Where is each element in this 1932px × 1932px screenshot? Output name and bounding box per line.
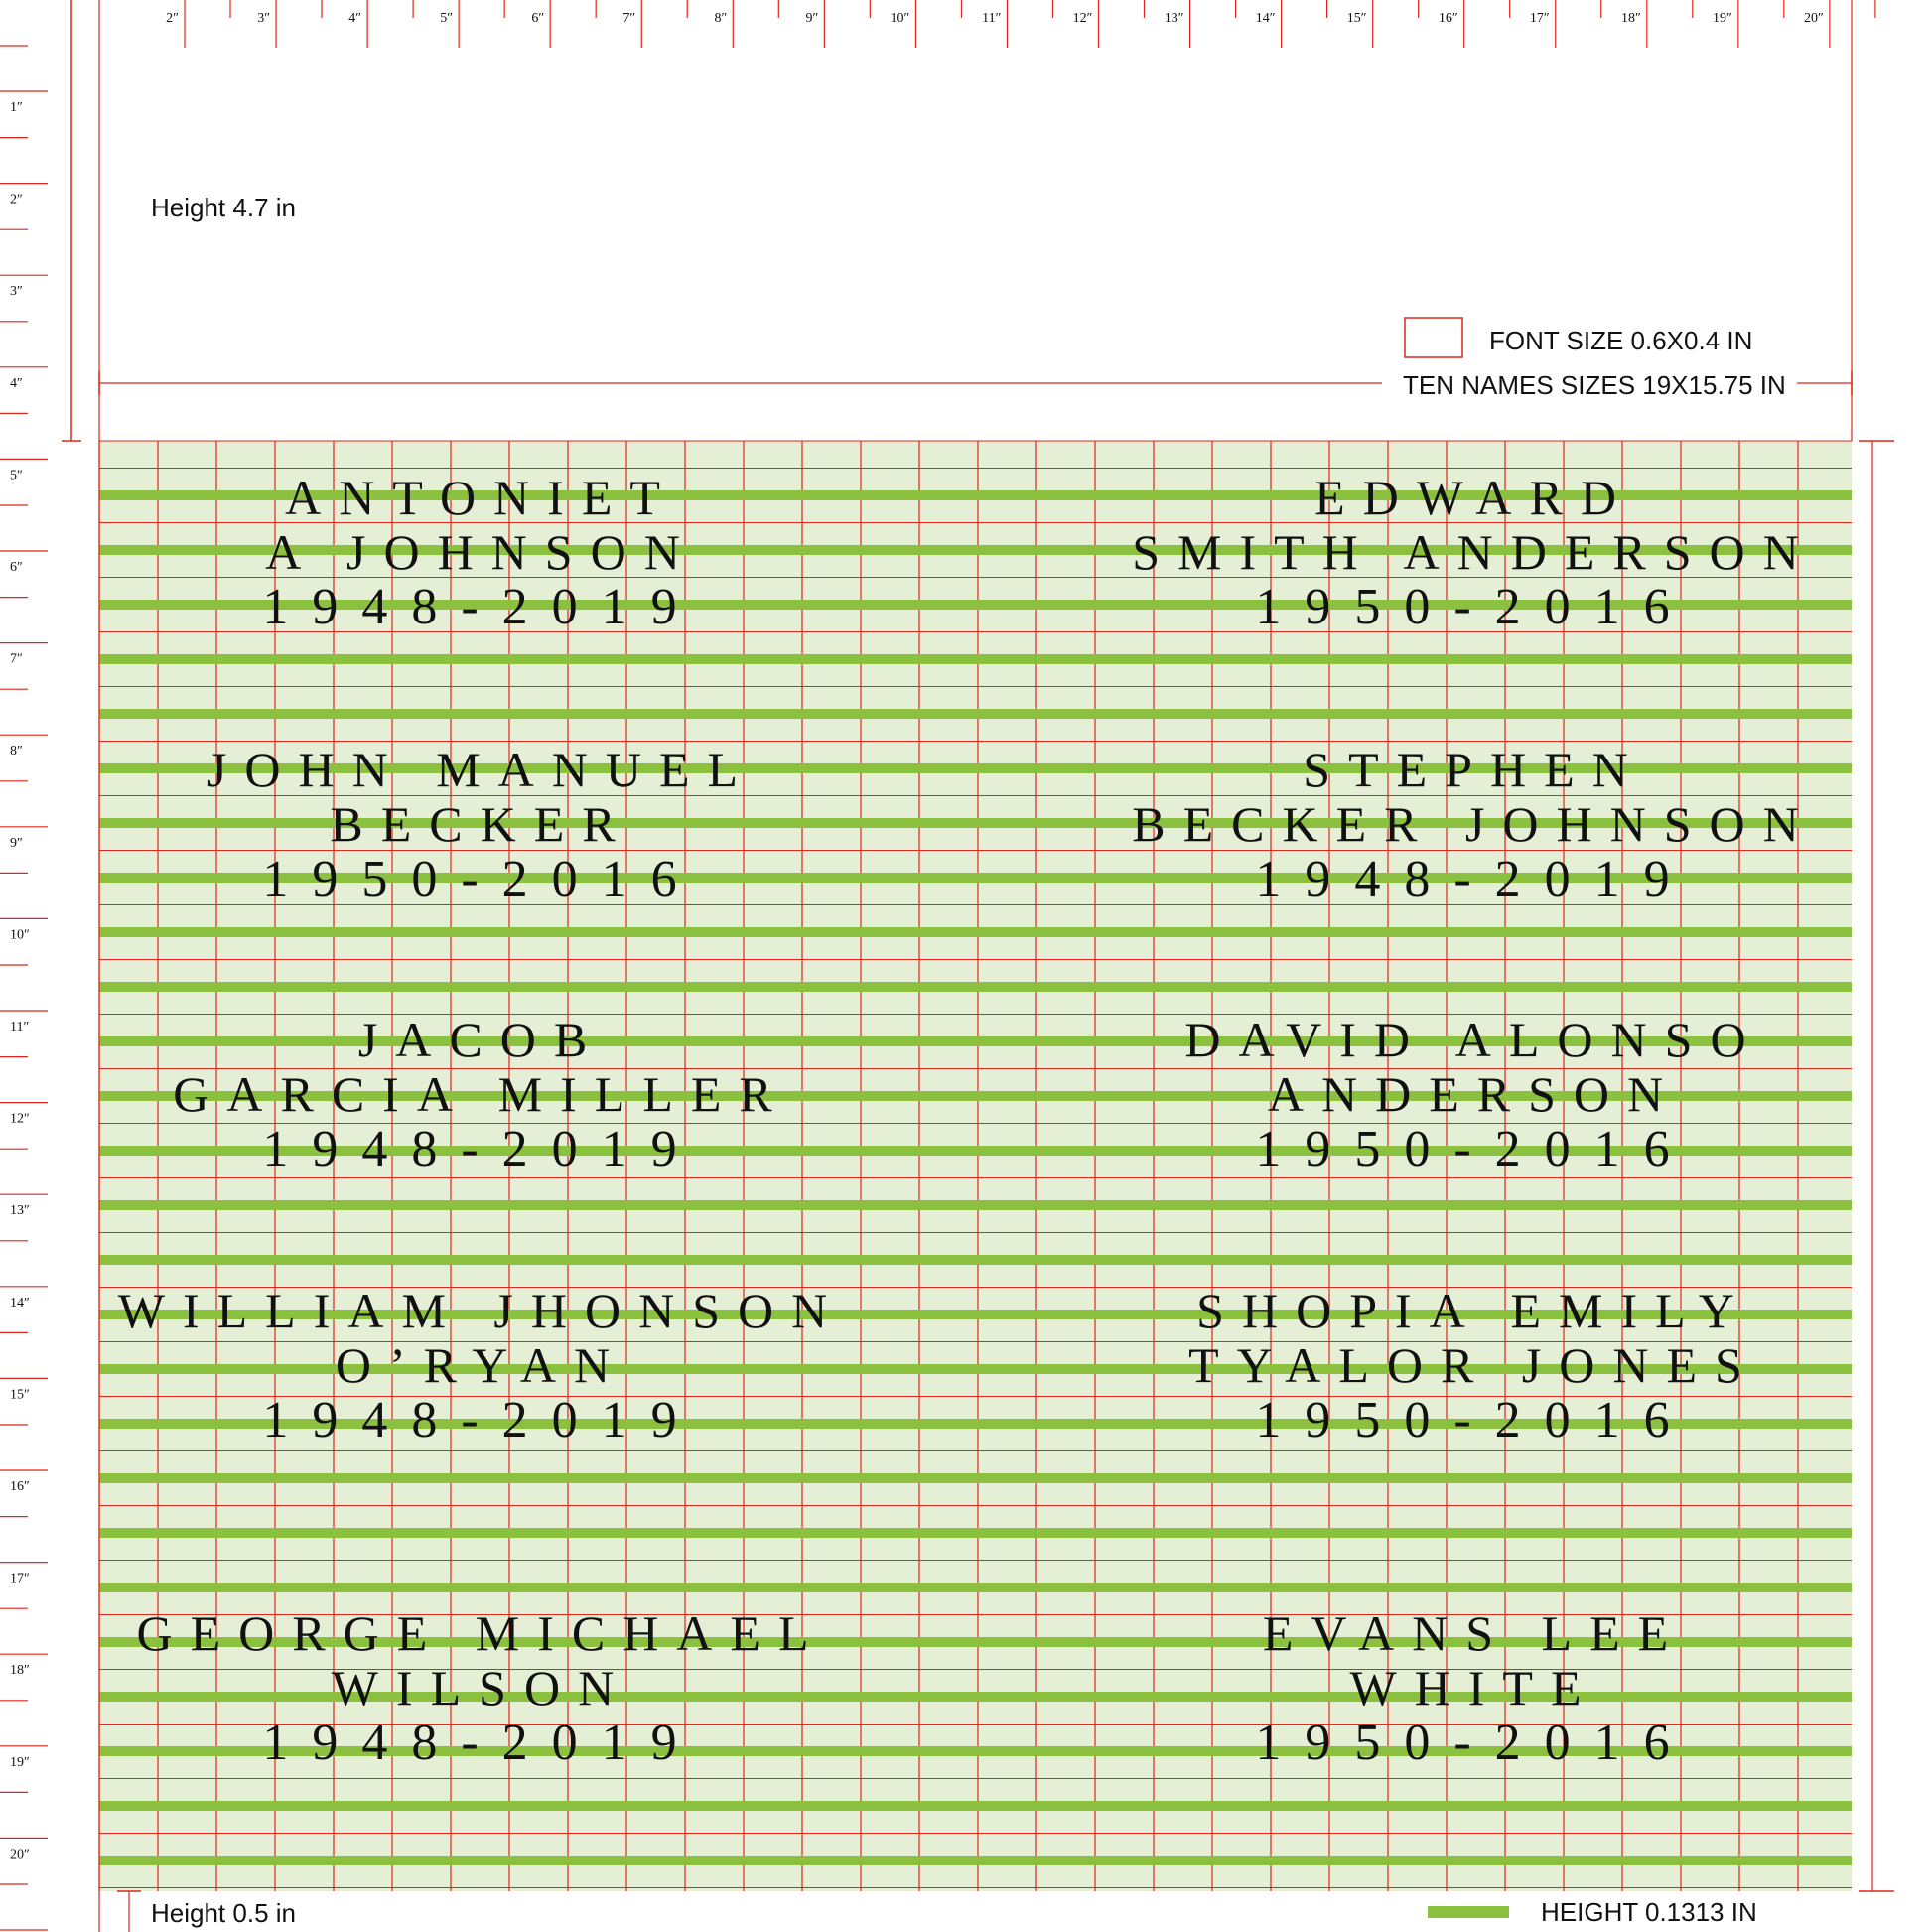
green-bar <box>99 982 1852 992</box>
top-ruler-label: 7″ <box>622 11 636 26</box>
left-ruler-label: 16″ <box>10 1479 30 1494</box>
top-ruler-label: 5″ <box>440 11 454 26</box>
left-ruler-label: 8″ <box>10 744 23 759</box>
name-1-line-1: ANTONIET <box>285 470 678 525</box>
top-ruler-label: 15″ <box>1346 11 1367 26</box>
name-2-line-2: SMITH ANDERSON <box>1132 524 1817 580</box>
left-ruler-label: 14″ <box>10 1295 30 1311</box>
top-ruler-label: 3″ <box>257 11 271 26</box>
top-ruler-label: 4″ <box>348 11 362 26</box>
left-ruler-label: 15″ <box>10 1387 30 1403</box>
green-bar <box>99 709 1852 719</box>
name-3-line-2: BECKER <box>330 796 633 852</box>
left-ruler-label: 19″ <box>10 1754 30 1770</box>
name-8-line-1: SHOPIA EMILY <box>1196 1283 1752 1338</box>
name-4-line-3: 1948-2019 <box>1255 851 1694 907</box>
left-ruler-label: 9″ <box>10 835 23 851</box>
green-bar <box>99 1255 1852 1265</box>
name-1-line-3: 1948-2019 <box>262 579 701 635</box>
left-ruler-label: 7″ <box>10 651 23 667</box>
top-ruler-label: 18″ <box>1620 11 1641 26</box>
name-6-line-3: 1950-2016 <box>1255 1121 1694 1177</box>
top-ruler-label: 12″ <box>1072 11 1093 26</box>
name-8-line-3: 1950-2016 <box>1255 1392 1694 1449</box>
green-bar <box>99 1473 1852 1483</box>
left-ruler-label: 6″ <box>10 560 23 575</box>
green-bar <box>99 654 1852 664</box>
font-size-legend-box <box>1405 318 1462 357</box>
left-ruler-label: 18″ <box>10 1663 30 1679</box>
name-5-line-1: JACOB <box>357 1012 606 1067</box>
font-size-label: FONT SIZE 0.6X0.4 IN <box>1489 326 1753 355</box>
name-6-line-2: ANDERSON <box>1267 1066 1682 1122</box>
green-bar <box>99 1856 1852 1865</box>
top-ruler-label: 19″ <box>1713 11 1732 26</box>
top-ruler-label: 2″ <box>166 11 179 26</box>
top-ruler-label: 11″ <box>982 11 1002 26</box>
left-ruler-label: 3″ <box>10 284 23 300</box>
left-ruler-label: 1″ <box>10 100 23 115</box>
name-10-line-2: WHITE <box>1349 1660 1599 1716</box>
left-ruler-label: 4″ <box>10 375 23 391</box>
top-ruler-label: 14″ <box>1255 11 1276 26</box>
green-bar <box>99 927 1852 937</box>
left-ruler-label: 12″ <box>10 1111 30 1127</box>
name-5-line-2: GARCIA MILLER <box>173 1066 790 1122</box>
green-bar-legend-swatch <box>1428 1906 1509 1918</box>
name-4-line-2: BECKER JOHNSON <box>1132 796 1817 852</box>
name-9-line-2: WILSON <box>331 1660 632 1716</box>
name-7-line-1: WILLIAM JHONSON <box>117 1283 846 1338</box>
top-ruler-label: 8″ <box>714 11 728 26</box>
bottom-height-label: Height 0.5 in <box>151 1898 296 1928</box>
name-8-line-2: TYALOR JONES <box>1188 1337 1760 1393</box>
name-4-line-1: STEPHEN <box>1303 742 1646 797</box>
bar-height-label: HEIGHT 0.1313 IN <box>1541 1897 1757 1927</box>
name-1-line-2: A JOHNSON <box>265 524 698 580</box>
name-10-line-1: EVANS LEE <box>1262 1605 1687 1661</box>
name-2-line-3: 1950-2016 <box>1255 579 1694 635</box>
name-3-line-1: JOHN MANUEL <box>207 742 757 797</box>
name-7-line-3: 1948-2019 <box>262 1392 701 1449</box>
plaque-size-label: TEN NAMES SIZES 19X15.75 IN <box>1403 370 1786 400</box>
green-bar <box>99 1583 1852 1592</box>
green-bar <box>99 1528 1852 1538</box>
top-ruler-label: 10″ <box>890 11 910 26</box>
green-bar <box>99 1200 1852 1210</box>
left-ruler-label: 2″ <box>10 192 23 207</box>
name-9-line-3: 1948-2019 <box>262 1715 701 1771</box>
top-height-label: Height 4.7 in <box>151 193 296 222</box>
name-9-line-1: GEORGE MICHAEL <box>136 1605 827 1661</box>
name-3-line-3: 1950-2016 <box>262 851 701 907</box>
name-2-line-1: EDWARD <box>1314 470 1634 525</box>
name-5-line-3: 1948-2019 <box>262 1121 701 1177</box>
left-ruler-label: 20″ <box>10 1847 30 1863</box>
name-10-line-3: 1950-2016 <box>1255 1715 1694 1771</box>
name-6-line-1: DAVID ALONSO <box>1184 1012 1764 1067</box>
name-7-line-2: O’RYAN <box>335 1337 628 1393</box>
left-ruler-label: 17″ <box>10 1571 30 1587</box>
top-ruler-label: 16″ <box>1438 11 1458 26</box>
top-ruler-label: 6″ <box>531 11 545 26</box>
top-ruler-label: 9″ <box>805 11 819 26</box>
green-bar <box>99 1801 1852 1811</box>
top-ruler-label: 17″ <box>1529 11 1550 26</box>
left-ruler-label: 5″ <box>10 468 23 483</box>
top-ruler-label: 20″ <box>1804 11 1824 26</box>
left-ruler-label: 10″ <box>10 927 30 943</box>
left-ruler-label: 11″ <box>10 1020 30 1035</box>
left-ruler-label: 13″ <box>10 1203 30 1219</box>
top-ruler-label: 13″ <box>1164 11 1184 26</box>
